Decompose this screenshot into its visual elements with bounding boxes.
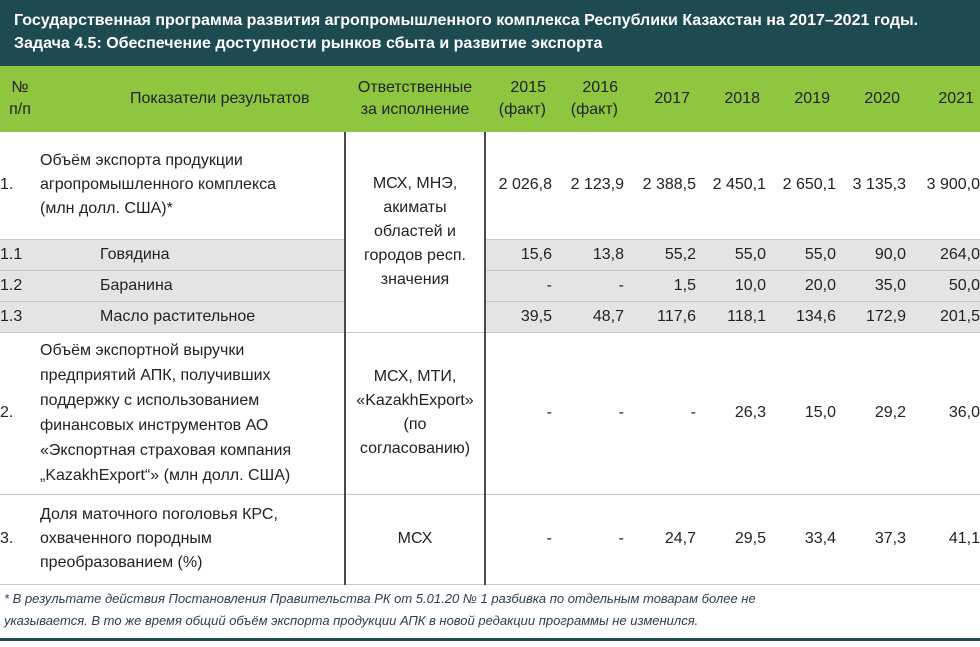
responsible-cell: МСХ, МТИ, «KazakhExport» (по согласованию) [345, 332, 485, 494]
row-label: Объём экспортной выручки предприятий АПК, получивших поддержку с использованием финансовых инструментов АО «Экспортная страховая компания „KazakhExport“» (млн долл. США) [40, 332, 345, 494]
value-cell: - [552, 332, 624, 494]
value-cell: 264,0 [906, 239, 980, 270]
header-2016: 2016 (факт) [552, 66, 624, 132]
row-label: Говядина [40, 239, 345, 270]
value-cell: 2 026,8 [485, 132, 552, 239]
value-cell: 26,3 [696, 332, 766, 494]
header-2017: 2017 [624, 66, 696, 132]
value-cell: - [552, 270, 624, 301]
table-row [0, 239, 980, 270]
value-cell: 2 450,1 [696, 132, 766, 239]
table-row [0, 132, 980, 239]
value-cell: 134,6 [766, 301, 836, 332]
table-row [0, 494, 980, 584]
value-cell: 29,2 [836, 332, 906, 494]
value-cell: 36,0 [906, 332, 980, 494]
value-cell: 33,4 [766, 494, 836, 584]
row-label: Доля маточного поголовья КРС, охваченного породным преобразованием (%) [40, 494, 345, 584]
value-cell: 55,0 [766, 239, 836, 270]
results-table [0, 66, 980, 585]
value-cell: 3 135,3 [836, 132, 906, 239]
value-cell: 15,6 [485, 239, 552, 270]
header-indicator: Показатели результатов [40, 66, 345, 132]
header-2019: 2019 [766, 66, 836, 132]
value-cell: - [624, 332, 696, 494]
header-responsible: Ответственные за исполнение [345, 66, 485, 132]
footnote-line: * В результате действия Постановления Правительства РК от 5.01.20 № 1 разбивка по отдельным товарам более не [4, 591, 756, 606]
footnote [4, 588, 756, 632]
value-cell: 24,7 [624, 494, 696, 584]
value-cell: 10,0 [696, 270, 766, 301]
value-cell: 90,0 [836, 239, 906, 270]
page-header [0, 0, 980, 66]
value-cell: 39,5 [485, 301, 552, 332]
row-num: 1.2 [0, 270, 40, 301]
value-cell: 20,0 [766, 270, 836, 301]
row-num: 3. [0, 494, 40, 584]
value-cell: 1,5 [624, 270, 696, 301]
table-row [0, 301, 980, 332]
value-cell: 117,6 [624, 301, 696, 332]
header-2020: 2020 [836, 66, 906, 132]
value-cell: 2 123,9 [552, 132, 624, 239]
header-2021: 2021 [906, 66, 980, 132]
table-row [0, 332, 980, 494]
header-2018: 2018 [696, 66, 766, 132]
row-label: Масло растительное [40, 301, 345, 332]
value-cell: 29,5 [696, 494, 766, 584]
value-cell: - [485, 494, 552, 584]
bottom-divider [0, 638, 980, 641]
value-cell: 13,8 [552, 239, 624, 270]
value-cell: 15,0 [766, 332, 836, 494]
row-label: Баранина [40, 270, 345, 301]
value-cell: - [552, 494, 624, 584]
table-row [0, 270, 980, 301]
value-cell: 41,1 [906, 494, 980, 584]
value-cell: 118,1 [696, 301, 766, 332]
value-cell: 201,5 [906, 301, 980, 332]
page-title: Государственная программа развития агропромышленного комплекса Республики Казахстан на 2017–2021 годы. [14, 12, 919, 29]
responsible-cell: МСХ, МНЭ, акиматы областей и городов респ. значения [345, 132, 485, 332]
value-cell: 172,9 [836, 301, 906, 332]
value-cell: 55,2 [624, 239, 696, 270]
value-cell: - [485, 332, 552, 494]
footnote-line: указывается. В то же время общий объём экспорта продукции АПК в новой редакции программы не изменился. [4, 613, 699, 628]
row-label: Объём экспорта продукции агропромышленного комплекса (млн долл. США)* [40, 132, 345, 239]
value-cell: 37,3 [836, 494, 906, 584]
table-header-row [0, 66, 980, 132]
value-cell: 50,0 [906, 270, 980, 301]
value-cell: 55,0 [696, 239, 766, 270]
row-num: 1.3 [0, 301, 40, 332]
page-subtitle: Задача 4.5: Обеспечение доступности рынков сбыта и развитие экспорта [14, 35, 603, 52]
header-2015: 2015 (факт) [485, 66, 552, 132]
row-num: 1.1 [0, 239, 40, 270]
row-num: 1. [0, 132, 40, 239]
value-cell: 2 650,1 [766, 132, 836, 239]
responsible-cell: МСХ [345, 494, 485, 584]
value-cell: 2 388,5 [624, 132, 696, 239]
value-cell: 35,0 [836, 270, 906, 301]
value-cell: 3 900,0 [906, 132, 980, 239]
row-num: 2. [0, 332, 40, 494]
value-cell: - [485, 270, 552, 301]
header-num: № п/п [0, 66, 40, 132]
value-cell: 48,7 [552, 301, 624, 332]
